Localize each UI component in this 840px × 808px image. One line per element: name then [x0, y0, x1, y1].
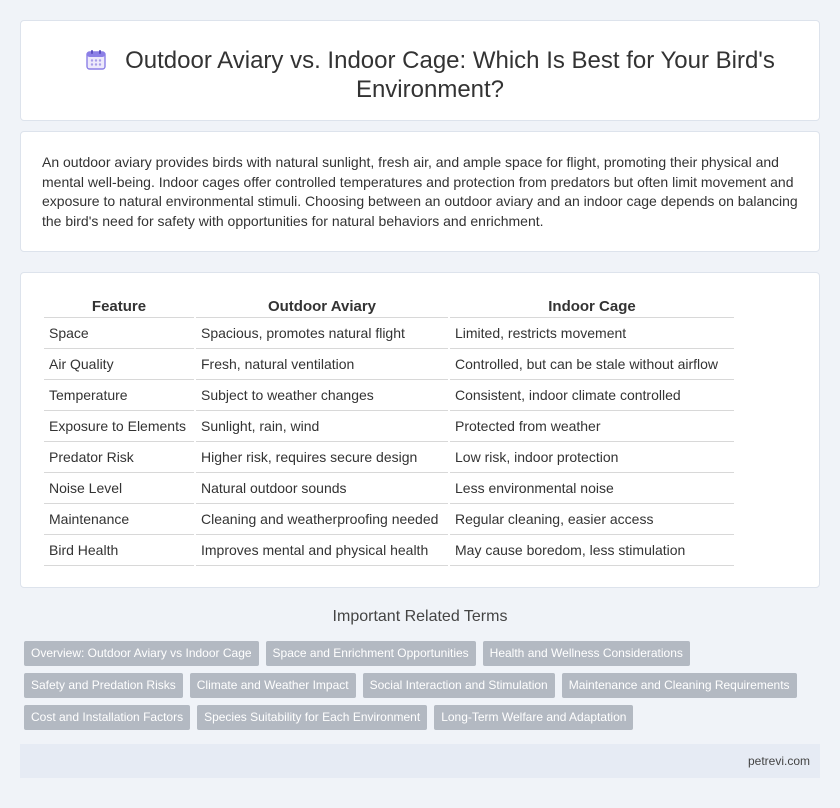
outdoor-cell: Spacious, promotes natural flight — [196, 318, 448, 349]
related-tag[interactable]: Space and Enrichment Opportunities — [266, 641, 476, 666]
feature-cell: Exposure to Elements — [44, 411, 194, 442]
page-title-text: Outdoor Aviary vs. Indoor Cage: Which Is Best for Your Bird's Environment? — [125, 47, 775, 103]
table-row — [44, 349, 734, 380]
table-row — [44, 473, 734, 504]
comparison-table — [42, 296, 736, 566]
comparison-card — [20, 272, 820, 588]
related-tag[interactable]: Long-Term Welfare and Adaptation — [434, 705, 633, 730]
footer-site-link[interactable]: petrevi.com — [747, 754, 810, 768]
indoor-cell: Controlled, but can be stale without airflow — [450, 349, 734, 380]
outdoor-cell: Subject to weather changes — [196, 380, 448, 411]
column-header-feature: Feature — [44, 296, 194, 318]
related-tag[interactable]: Maintenance and Cleaning Requirements — [562, 673, 797, 698]
table-row — [44, 411, 734, 442]
related-tag[interactable]: Overview: Outdoor Aviary vs Indoor Cage — [24, 641, 259, 666]
table-header-row — [44, 296, 734, 318]
column-header-outdoor-aviary: Outdoor Aviary — [196, 296, 448, 318]
related-tag[interactable]: Species Suitability for Each Environment — [197, 705, 427, 730]
related-tag[interactable]: Safety and Predation Risks — [24, 673, 183, 698]
column-header-indoor-cage: Indoor Cage — [450, 296, 734, 318]
related-tags-row-3 — [24, 705, 633, 730]
indoor-cell: Regular cleaning, easier access — [450, 504, 734, 535]
related-terms-heading: Important Related Terms — [332, 608, 508, 625]
outdoor-cell: Cleaning and weatherproofing needed — [196, 504, 448, 535]
related-tag[interactable]: Cost and Installation Factors — [24, 705, 190, 730]
indoor-cell: Consistent, indoor climate controlled — [450, 380, 734, 411]
table-row — [44, 535, 734, 566]
feature-cell: Predator Risk — [44, 442, 194, 473]
intro-card — [20, 131, 820, 252]
footer — [20, 744, 820, 778]
intro-paragraph: An outdoor aviary provides birds with natural sunlight, fresh air, and ample space for flight, promoting their physical and mental well-being. Indoor cages offer controlled temperatures and protection from predators but often limit movement and exposure to natural environmental stimuli. Choosing between an outdoor aviary and an indoor cage depends on balancing the bird's need for safety with opportunities for natural behaviors and enrichment. — [42, 154, 798, 229]
table-row — [44, 380, 734, 411]
related-tag[interactable]: Health and Wellness Considerations — [483, 641, 690, 666]
calendar-icon — [85, 49, 107, 71]
related-tag[interactable]: Social Interaction and Stimulation — [363, 673, 555, 698]
outdoor-cell: Sunlight, rain, wind — [196, 411, 448, 442]
header-card — [20, 20, 820, 121]
indoor-cell: May cause boredom, less stimulation — [450, 535, 734, 566]
related-tag[interactable]: Climate and Weather Impact — [190, 673, 356, 698]
feature-cell: Temperature — [44, 380, 194, 411]
table-row — [44, 442, 734, 473]
table-row — [44, 504, 734, 535]
feature-cell: Noise Level — [44, 473, 194, 504]
outdoor-cell: Higher risk, requires secure design — [196, 442, 448, 473]
feature-cell: Air Quality — [44, 349, 194, 380]
feature-cell: Bird Health — [44, 535, 194, 566]
indoor-cell: Protected from weather — [450, 411, 734, 442]
feature-cell: Space — [44, 318, 194, 349]
indoor-cell: Limited, restricts movement — [450, 318, 734, 349]
related-tags-row-1 — [24, 641, 690, 666]
related-tags-row-2 — [24, 673, 797, 698]
feature-cell: Maintenance — [44, 504, 194, 535]
indoor-cell: Low risk, indoor protection — [450, 442, 734, 473]
page-title — [81, 46, 779, 104]
outdoor-cell: Natural outdoor sounds — [196, 473, 448, 504]
table-row — [44, 318, 734, 349]
outdoor-cell: Fresh, natural ventilation — [196, 349, 448, 380]
indoor-cell: Less environmental noise — [450, 473, 734, 504]
outdoor-cell: Improves mental and physical health — [196, 535, 448, 566]
